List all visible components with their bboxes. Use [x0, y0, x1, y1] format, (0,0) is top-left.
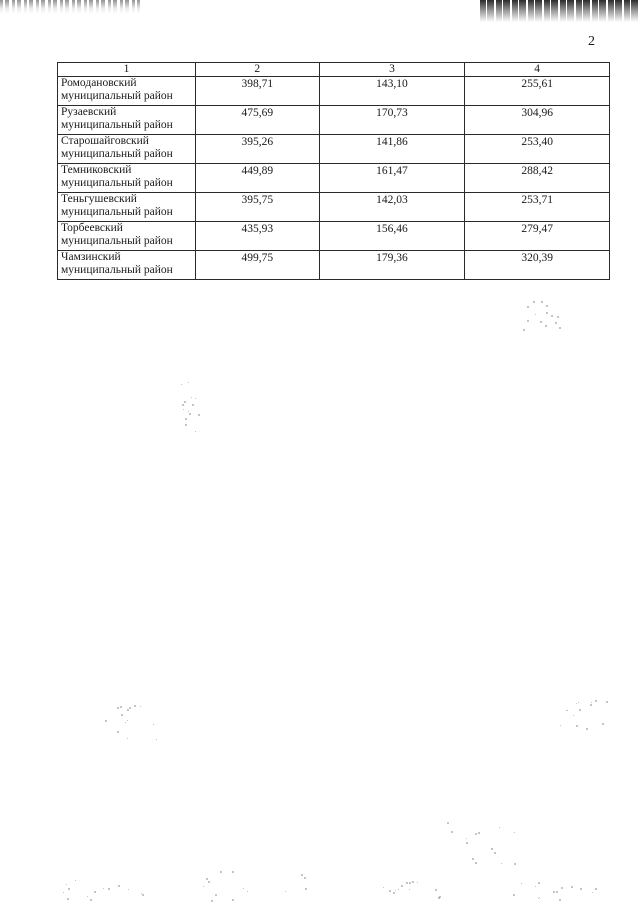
scan-speck	[208, 881, 210, 883]
district-name-cell	[58, 77, 196, 106]
column-header-3: 3	[319, 63, 465, 77]
value-col2: 395,26	[195, 135, 319, 164]
scan-speck	[560, 725, 561, 726]
scan-speck	[475, 862, 477, 864]
scan-speck	[559, 327, 561, 329]
scan-speck	[185, 418, 187, 420]
scan-speck	[595, 888, 597, 890]
scan-speck	[220, 871, 222, 873]
scan-speck	[513, 894, 515, 896]
scan-speck	[301, 874, 303, 876]
table-row	[58, 164, 610, 193]
scan-speck	[521, 883, 522, 884]
scan-speck	[184, 401, 186, 403]
scan-speck	[478, 832, 480, 834]
scan-speck	[435, 889, 437, 891]
district-name-line2: муниципальный район	[61, 206, 173, 218]
scan-speck	[185, 424, 187, 426]
value-col3: 156,46	[319, 222, 465, 251]
district-table	[57, 62, 610, 280]
scan-speck	[539, 897, 540, 898]
scan-speck	[447, 822, 449, 824]
column-header-4: 4	[465, 63, 610, 77]
district-name-line1: Ромодановский	[61, 77, 137, 89]
scan-speck	[191, 397, 192, 398]
scan-speck	[451, 831, 453, 833]
scan-speck	[475, 833, 477, 835]
scan-speck	[383, 887, 384, 888]
scan-speck	[215, 894, 217, 896]
page-number: 2	[588, 34, 595, 49]
table-row	[58, 77, 610, 106]
value-col3: 161,47	[319, 164, 465, 193]
scan-speck	[118, 885, 120, 887]
table-row	[58, 135, 610, 164]
table-header-row	[58, 63, 610, 77]
value-col2: 475,69	[195, 106, 319, 135]
scan-speck	[129, 707, 131, 709]
value-col4: 279,47	[465, 222, 610, 251]
scan-speck	[189, 413, 191, 415]
scan-speck	[501, 863, 502, 864]
scan-speck	[398, 889, 399, 890]
scan-speck	[156, 739, 157, 740]
district-name-cell	[58, 106, 196, 135]
value-col2: 398,71	[195, 77, 319, 106]
district-name-line2: муниципальный район	[61, 148, 173, 160]
scan-speck	[94, 891, 96, 893]
scan-speck	[578, 702, 579, 703]
table-row	[58, 222, 610, 251]
scan-speck	[188, 382, 189, 383]
scan-speck	[75, 880, 76, 881]
column-header-2: 2	[195, 63, 319, 77]
scan-speck	[140, 706, 141, 707]
value-col3: 143,10	[319, 77, 465, 106]
scan-speck	[243, 888, 244, 889]
scan-speck	[438, 897, 440, 899]
value-col2: 499,75	[195, 251, 319, 280]
scan-edge-artifact-right	[480, 0, 640, 22]
scan-speck	[535, 886, 536, 887]
scan-speck	[546, 312, 548, 314]
scan-speck	[527, 306, 529, 308]
district-name-line2: муниципальный район	[61, 235, 173, 247]
district-name-line1: Торбеевский	[61, 222, 123, 234]
scan-speck	[117, 707, 119, 709]
value-col3: 142,03	[319, 193, 465, 222]
scan-speck	[409, 882, 411, 884]
district-name-line1: Темниковский	[61, 164, 132, 176]
value-col4: 304,96	[465, 106, 610, 135]
scan-speck	[527, 320, 529, 322]
scan-speck	[533, 301, 535, 303]
scan-speck	[557, 316, 559, 318]
scan-speck	[188, 411, 189, 412]
scan-speck	[523, 329, 525, 331]
scan-speck	[579, 709, 581, 711]
scan-speck	[567, 710, 568, 711]
scan-speck	[134, 705, 136, 707]
scan-edge-artifact-left	[0, 0, 140, 14]
scan-speck	[590, 704, 592, 706]
value-col2: 395,75	[195, 193, 319, 222]
scan-speck	[117, 731, 119, 733]
scan-speck	[128, 889, 129, 890]
value-col3: 179,36	[319, 251, 465, 280]
scan-speck	[580, 888, 582, 890]
scan-speck	[67, 898, 69, 900]
district-name-cell	[58, 164, 196, 193]
district-name-cell	[58, 222, 196, 251]
column-header-1: 1	[58, 63, 196, 77]
scan-speck	[494, 852, 496, 854]
district-name-line1: Теньгушевский	[61, 193, 137, 205]
scan-speck	[304, 877, 306, 879]
scan-speck	[553, 891, 555, 893]
scan-speck	[87, 896, 88, 897]
scan-speck	[153, 724, 154, 725]
scan-speck	[571, 886, 573, 888]
scan-speck	[538, 882, 540, 884]
scan-speck	[514, 863, 516, 865]
scan-speck	[406, 882, 408, 884]
scan-speck	[181, 384, 182, 385]
scan-speck	[127, 709, 129, 711]
scan-speck	[499, 827, 500, 828]
scan-speck	[555, 322, 557, 324]
scan-speck	[586, 728, 588, 730]
scan-speck	[595, 700, 597, 702]
district-name-cell	[58, 251, 196, 280]
scan-speck	[203, 886, 204, 887]
scan-speck	[195, 431, 196, 432]
scan-speck	[105, 720, 107, 722]
scan-speck	[393, 892, 395, 894]
scan-speck	[472, 858, 474, 860]
scan-speck	[576, 703, 577, 704]
value-col2: 449,89	[195, 164, 319, 193]
scan-speck	[127, 720, 128, 721]
scan-speck	[195, 398, 196, 399]
scan-speck	[198, 414, 200, 416]
scan-speck	[192, 404, 194, 406]
value-col3: 141,86	[319, 135, 465, 164]
scan-speck	[247, 891, 248, 892]
district-name-line2: муниципальный район	[61, 119, 173, 131]
district-name-line1: Рузаевский	[61, 106, 117, 118]
scan-speck	[602, 723, 604, 725]
scan-speck	[591, 702, 592, 703]
district-name-line2: муниципальный район	[61, 264, 173, 276]
scan-speck	[491, 848, 493, 850]
scan-speck	[285, 891, 286, 892]
scan-speck	[305, 888, 307, 890]
scan-speck	[551, 315, 553, 317]
scan-speck	[573, 715, 574, 716]
district-name-line2: муниципальный район	[61, 90, 173, 102]
scan-speck	[561, 887, 563, 889]
district-name-cell	[58, 135, 196, 164]
scan-speck	[103, 888, 104, 889]
scan-speck	[232, 871, 234, 873]
scan-speck	[142, 894, 144, 896]
value-col4: 253,40	[465, 135, 610, 164]
scan-speck	[540, 321, 542, 323]
scan-speck	[401, 885, 403, 887]
district-name-line2: муниципальный район	[61, 177, 173, 189]
scan-speck	[120, 706, 122, 708]
scan-speck	[108, 888, 110, 890]
scan-speck	[182, 404, 184, 406]
scan-speck	[606, 701, 608, 703]
scan-speck	[466, 842, 468, 844]
scan-speck	[127, 738, 128, 739]
value-col3: 170,73	[319, 106, 465, 135]
scan-speck	[90, 899, 92, 901]
scan-speck	[514, 832, 515, 833]
scan-speck	[232, 899, 234, 901]
scan-speck	[125, 722, 126, 723]
scan-speck	[395, 890, 396, 891]
scan-speck	[206, 878, 208, 880]
scan-speck	[66, 884, 67, 885]
scan-speck	[546, 305, 548, 307]
district-name-line1: Старошайговский	[61, 135, 149, 147]
scan-speck	[183, 409, 184, 410]
scan-speck	[592, 892, 593, 893]
scan-speck	[556, 891, 558, 893]
scan-speck	[417, 882, 418, 883]
scan-speck	[466, 838, 467, 839]
scan-speck	[541, 301, 543, 303]
scan-speck	[68, 888, 70, 890]
table-row	[58, 106, 610, 135]
value-col4: 288,42	[465, 164, 610, 193]
scan-speck	[389, 890, 391, 892]
table-row	[58, 193, 610, 222]
value-col4: 255,61	[465, 77, 610, 106]
scan-speck	[538, 898, 539, 899]
value-col4: 320,39	[465, 251, 610, 280]
scan-speck	[545, 325, 547, 327]
district-name-cell	[58, 193, 196, 222]
district-name-line1: Чамзинский	[61, 251, 121, 263]
scan-speck	[121, 714, 123, 716]
scan-speck	[63, 892, 64, 893]
scan-speck	[535, 314, 536, 315]
scan-speck	[576, 725, 578, 727]
scan-speck	[211, 900, 213, 902]
value-col2: 435,93	[195, 222, 319, 251]
table-row	[58, 251, 610, 280]
scan-speck	[409, 889, 410, 890]
scan-speck	[412, 881, 414, 883]
scan-speck	[559, 899, 561, 901]
value-col4: 253,71	[465, 193, 610, 222]
